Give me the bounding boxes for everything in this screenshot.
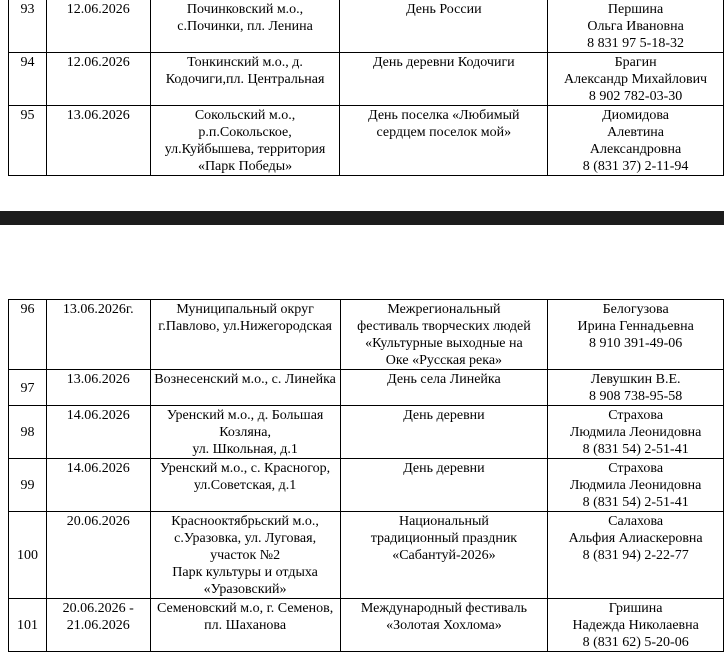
table-row [9,0,724,53]
row-number: 95 [9,106,47,176]
event-contact [548,406,724,459]
row-number: 101 [9,599,47,652]
contact-line: 8 831 97 5-18-32 [587,36,684,51]
event-name-line: День поселка «Любимый [368,108,520,123]
event-place-line: Козляна, [219,425,271,440]
row-number: 98 [9,406,47,459]
contact-line: Александровна [589,142,682,157]
event-date [46,406,150,459]
event-date [46,370,150,406]
event-name [340,512,548,599]
event-name-line: Международный фестиваль [360,601,528,616]
event-place-line: «Парк Победы» [197,159,293,174]
event-place [150,53,340,106]
event-date [46,300,150,370]
event-contact [548,0,724,53]
event-date-line: 13.06.2026 [66,108,130,123]
contact-line: 8 (831 94) 2-22-77 [582,548,689,563]
contact-line: Людмила Леонидовна [569,478,702,493]
contact-line: Першина [607,2,664,17]
event-name [340,106,548,176]
event-place [150,459,340,512]
event-contact [548,53,724,106]
event-name-line: День деревни [403,408,485,423]
table-body [9,0,724,176]
contact-line: Ирина Геннадьевна [577,319,694,334]
event-place-line: Муниципальный округ [176,302,314,317]
event-name-line: Межрегиональный [387,302,501,317]
event-place-line: Краснооктябрьский м.о., [171,514,319,529]
contact-line: 8 910 391-49-06 [588,336,683,351]
contact-line: 8 (831 62) 5-20-06 [582,635,689,650]
event-contact [548,300,724,370]
event-date-line: 13.06.2026г. [62,302,134,317]
event-place [150,370,340,406]
event-place-line: участок №2 [210,548,281,563]
event-name-line: традиционный праздник [370,531,518,546]
event-place-line: г.Павлово, ул.Нижегородская [158,319,332,334]
event-name-line: «Сабантуй-2026» [392,548,496,563]
event-name-line: Национальный [398,514,489,529]
event-contact [548,106,724,176]
event-place-line: Тонкинский м.о., д. [187,55,303,70]
event-place-line: Кодочиги,пл. Центральная [165,72,325,87]
event-place-line: ул. Школьная, д.1 [192,442,298,457]
event-place-line: пл. Шаханова [204,618,287,633]
event-name [340,370,548,406]
event-date [46,512,150,599]
event-place-line: ул.Куйбышева, территория [164,142,326,157]
row-number: 94 [9,53,47,106]
event-name [340,406,548,459]
contact-line: Гришина [608,601,663,616]
event-contact [548,512,724,599]
event-contact [548,370,724,406]
contact-line: Надежда Николаевна [572,618,699,633]
event-place [150,512,340,599]
events-table-top [8,0,724,176]
event-name-line: фестиваль творческих людей [357,319,531,334]
event-contact [548,459,724,512]
event-place-line: Семеновский м.о, г. Семенов, [156,601,334,616]
contact-line: Левушкин В.Е. [590,372,681,387]
event-place-line: Уренский м.о., с. Красногор, [160,461,331,476]
event-date [46,459,150,512]
event-date-line: 12.06.2026 [66,2,130,17]
table-body [9,300,724,652]
events-table-bottom [8,299,724,652]
event-place-line: Парк культуры и отдыха [172,565,318,580]
table-row [9,459,724,512]
event-place-line: «Уразовский» [203,582,287,597]
event-date [46,53,150,106]
contact-line: 8 908 738-95-58 [588,389,683,404]
contact-line: 8 902 782-03-30 [588,89,683,104]
event-date-line: 20.06.2026 [66,514,130,529]
event-place [150,106,340,176]
table-row [9,53,724,106]
row-number: 99 [9,459,47,512]
contact-line: Людмила Леонидовна [569,425,702,440]
event-name-line: сердцем поселок мой» [376,125,512,140]
event-place-line: с.Уразовка, ул. Луговая, [174,531,317,546]
table-row [9,370,724,406]
contact-line: Диомидова [602,108,670,123]
table-row [9,512,724,599]
event-date-line: 20.06.2026 - [62,601,134,616]
event-name [340,459,548,512]
contact-line: 8 (831 37) 2-11-94 [582,159,689,174]
contact-line: Страхова [608,461,664,476]
event-date-line: 14.06.2026 [66,408,130,423]
event-name-line: День деревни Кодочиги [372,55,515,70]
event-name-line: Оке «Русская река» [385,353,503,368]
event-name [340,300,548,370]
event-name-line: День России [406,2,482,17]
event-place-line: Сокольский м.о., [194,108,296,123]
event-place-line: р.п.Сокольское, [198,125,292,140]
contact-line: Белогузова [602,302,669,317]
contact-line: Брагин [614,55,657,70]
event-name [340,0,548,53]
event-date [46,0,150,53]
event-date [46,106,150,176]
event-date-line: 12.06.2026 [66,55,130,70]
row-number: 97 [9,370,47,406]
contact-line: Салахова [608,514,664,529]
contact-line: Ольга Ивановна [587,19,684,34]
event-name-line: «Культурные выходные на [365,336,523,351]
event-date-line: 13.06.2026 [66,372,130,387]
event-place [150,300,340,370]
event-name-line: День деревни [403,461,485,476]
event-name-line: День села Линейка [387,372,501,387]
event-name [340,53,548,106]
event-place-line: ул.Советская, д.1 [193,478,297,493]
contact-line: Александр Михайлович [564,72,708,87]
event-place-line: Починковский м.о., [186,2,304,17]
event-place-line: с.Починки, пл. Ленина [177,19,313,34]
event-place-line: Уренский м.о., д. Большая [166,408,324,423]
table-row [9,106,724,176]
event-date-line: 21.06.2026 [66,618,130,633]
table-row [9,406,724,459]
contact-line: Альфия Алиаскеровна [568,531,703,546]
row-number: 96 [9,300,47,370]
event-date-line: 14.06.2026 [66,461,130,476]
row-number: 93 [9,0,47,53]
event-place-line: Вознесенский м.о., с. Линейка [154,372,336,387]
contact-line: Алевтина [607,125,665,140]
event-place [150,406,340,459]
table-row [9,300,724,370]
contact-line: Страхова [608,408,664,423]
event-name-line: «Золотая Хохлома» [386,618,502,633]
contact-line: 8 (831 54) 2-51-41 [582,495,689,510]
contact-line: 8 (831 54) 2-51-41 [582,442,689,457]
event-place [150,0,340,53]
row-number: 100 [9,512,47,599]
page-break-bar [0,211,724,225]
